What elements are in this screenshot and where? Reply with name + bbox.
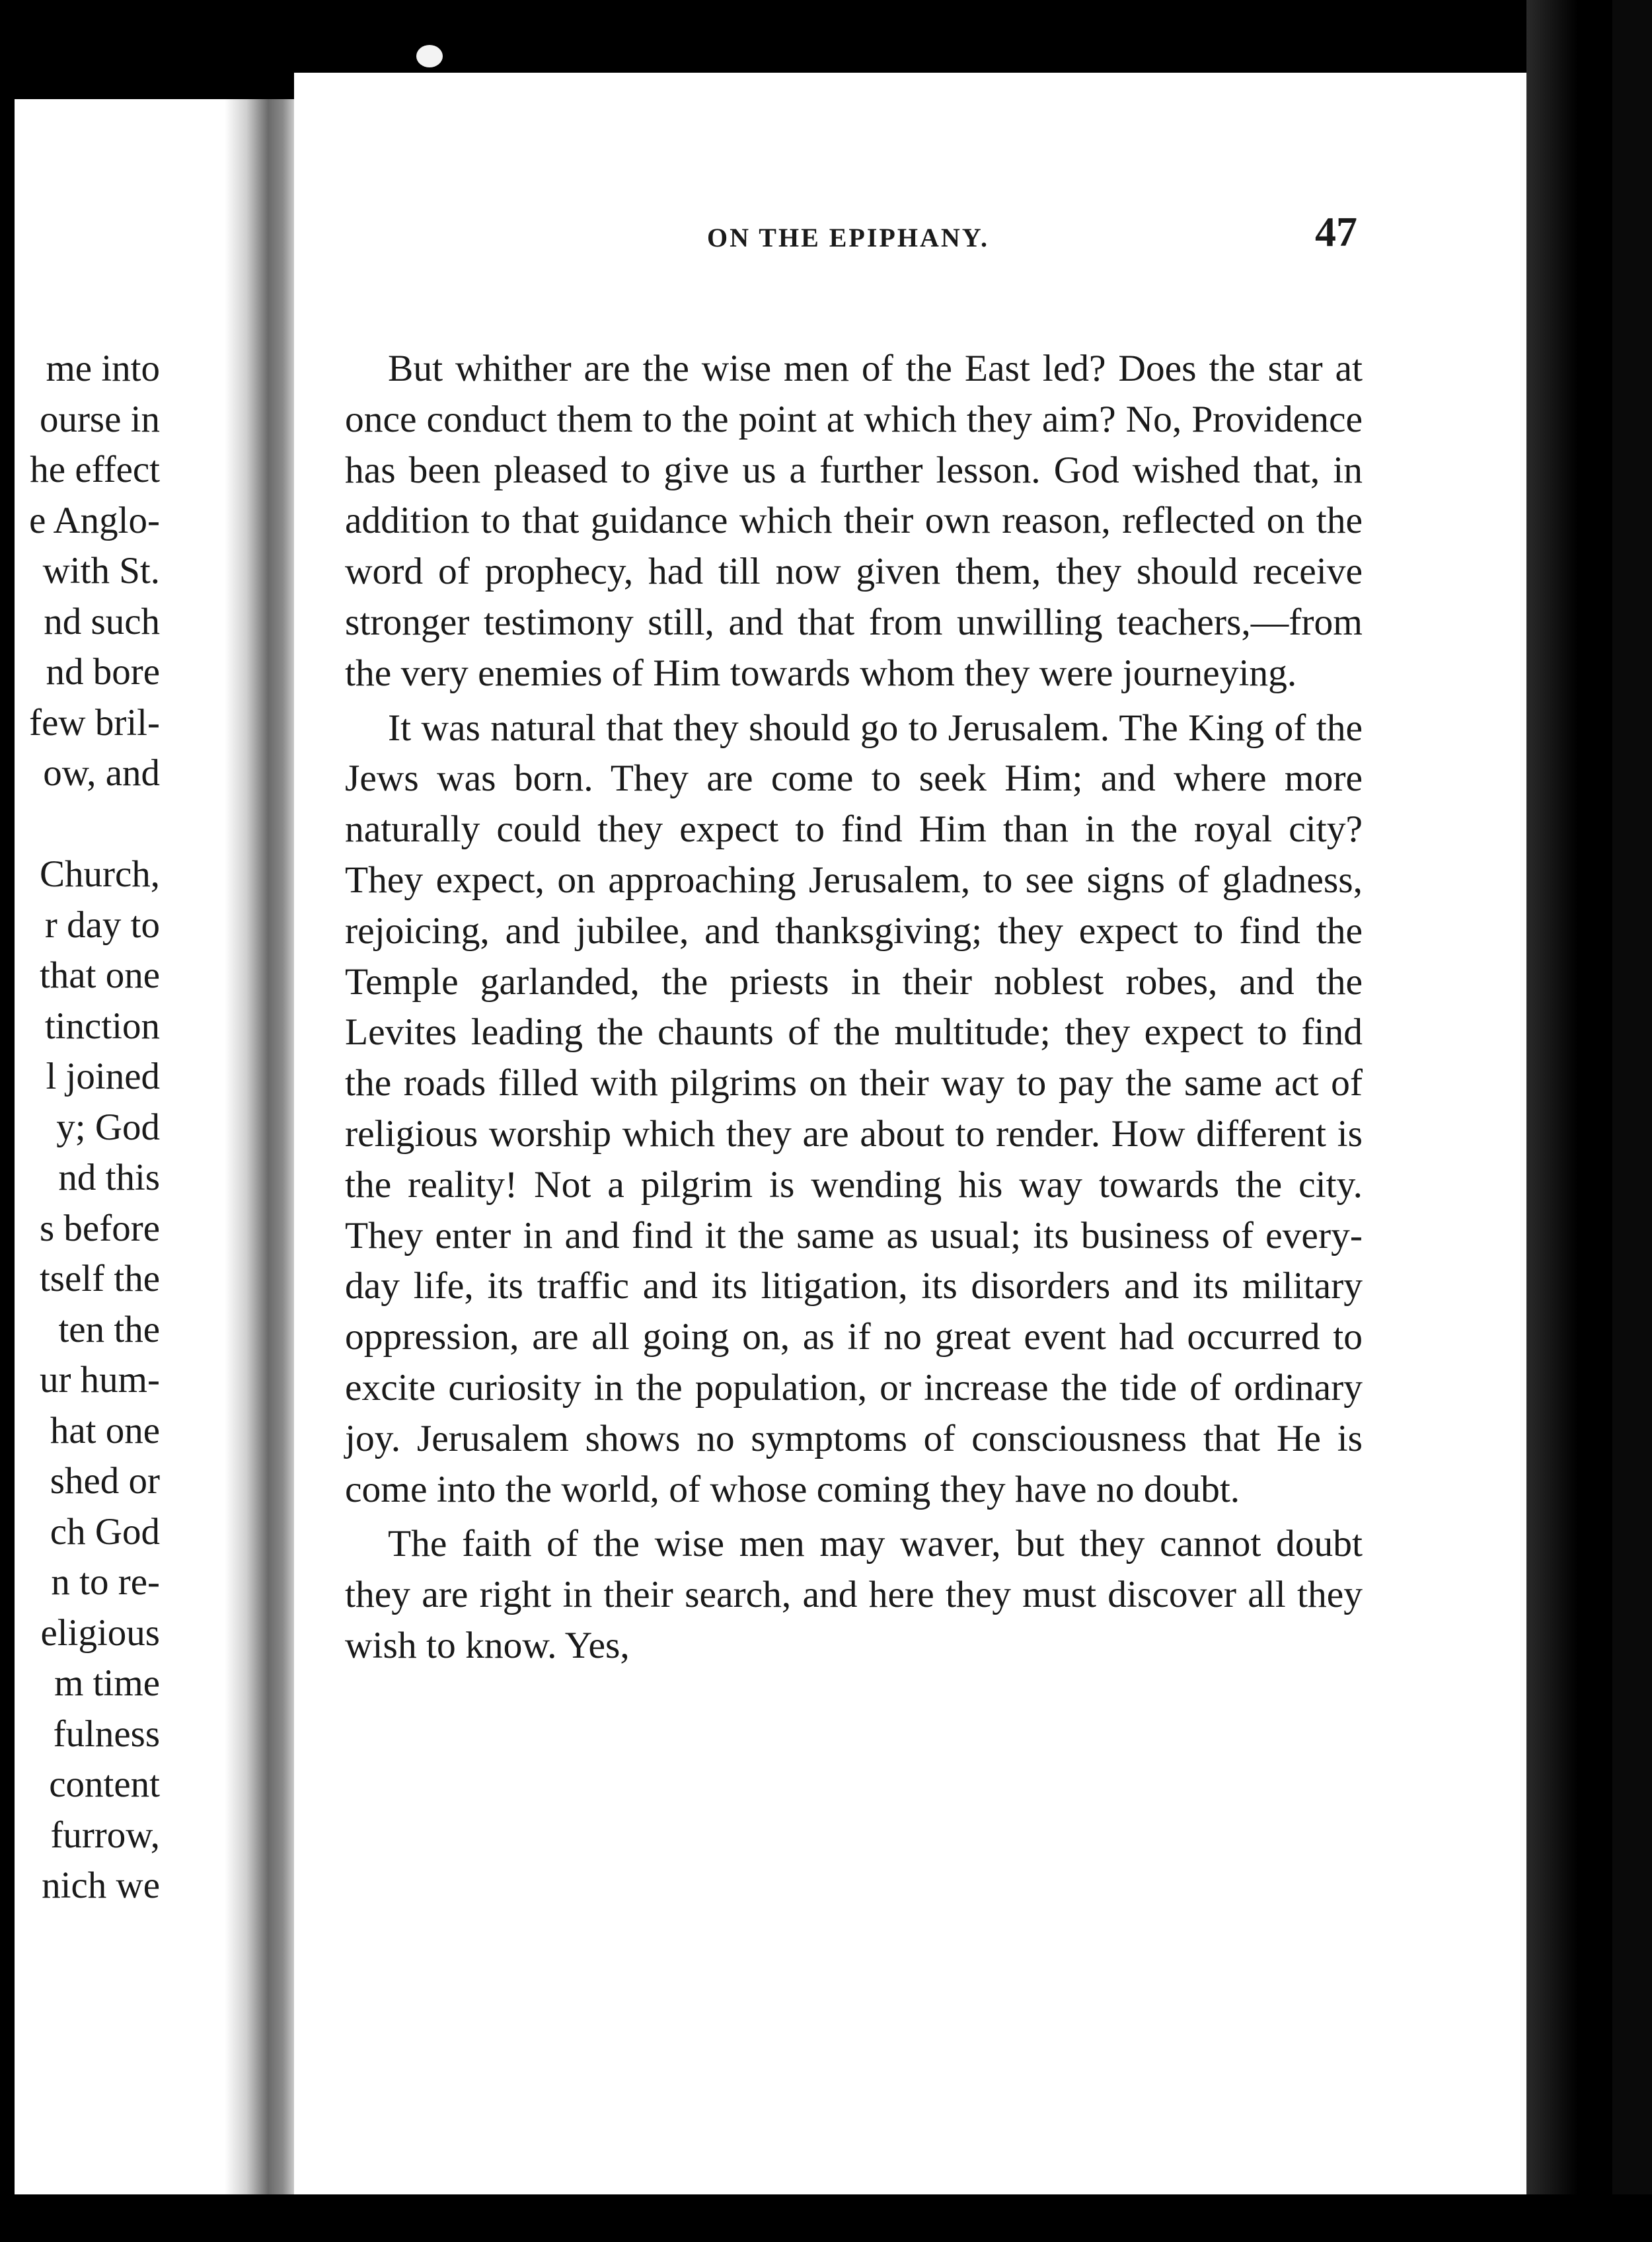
facing-page-line: e Anglo- xyxy=(29,499,160,541)
facing-page-line: n to re- xyxy=(51,1561,160,1603)
facing-page-line: nich we xyxy=(42,1865,160,1906)
facing-page-line: that one xyxy=(39,954,160,996)
facing-page-line: eligious xyxy=(40,1611,160,1654)
facing-page-line: r day to xyxy=(44,904,160,946)
facing-page-line: he effect xyxy=(30,449,160,490)
facing-page-line: l joined xyxy=(46,1056,160,1097)
facing-page-line: ten the xyxy=(58,1308,160,1350)
facing-page-line xyxy=(15,799,160,850)
paragraph: It was natural that they should go to Jerusalem. The King of the Jews was born. They are come to seek Him; and where more naturally could they expect to find Him than in the royal city? They expect, on approaching Jerusalem, to see signs of gladness, rejoicing, and jubilee, and thanksgiving; they expect to find the Temple garlanded, the priests in their noblest robes, and the Levites leading the chaunts of the multitude; they expect to find the roads filled with pilgrims on their way to pay the same act of religious worship which they are about to render. How different is the reality! Not a pilgrim is wending his way towards the city. They enter in and find it the same as usual; its business of every-day life, its traffic and its litigation, its disorders and its military oppression, are all going on, as if no great event had occurred to excite curiosity in the population, or increase the tide of ordinary joy. Jerusalem shows no symptoms of consciousness that He is come into the world, of whose coming they have no doubt. xyxy=(345,707,1363,1510)
facing-page-line: furrow, xyxy=(50,1814,160,1856)
running-title: ON THE EPIPHANY. xyxy=(707,223,989,252)
facing-page-line: ourse in xyxy=(39,398,160,440)
page-number: 47 xyxy=(1315,208,1357,255)
paragraph: The faith of the wise men may waver, but they cannot doubt they are right in their search, and here they must discover all they wish to know. Yes, xyxy=(345,1523,1363,1666)
facing-page-line: Church, xyxy=(39,853,160,895)
facing-page-line: s before xyxy=(40,1207,160,1249)
facing-page-line: y; God xyxy=(56,1106,160,1148)
facing-page-line: ur hum- xyxy=(39,1359,160,1401)
facing-page-line: hat one xyxy=(50,1409,160,1451)
facing-page-line: nd this xyxy=(58,1157,160,1198)
book-gutter xyxy=(225,99,297,2194)
facing-page-line: shed or xyxy=(50,1460,160,1502)
facing-page-line: ow, and xyxy=(43,752,160,794)
facing-page-line: nd such xyxy=(44,600,160,642)
facing-page-line: nd bore xyxy=(46,651,160,693)
scan-border-right xyxy=(1612,0,1652,2242)
scan-border-left xyxy=(0,0,15,2242)
page-body xyxy=(345,344,1363,1676)
facing-page-line: ch God xyxy=(50,1510,160,1553)
facing-page-line: tinction xyxy=(44,1005,160,1047)
facing-page-line: m time xyxy=(54,1662,160,1704)
facing-page-line: few bril- xyxy=(29,701,160,744)
facing-page-line: fulness xyxy=(53,1713,160,1755)
facing-page-fragments xyxy=(15,344,160,1912)
scan-shadow-right xyxy=(1526,0,1612,2242)
scan-border-bottom xyxy=(0,2194,1652,2242)
facing-page-line: tself the xyxy=(39,1258,160,1299)
facing-page-line: me into xyxy=(46,348,160,389)
scan-speck xyxy=(416,45,443,67)
paragraph: But whither are the wise men of the East led? Does the star at once conduct them to the point at which they aim? No, Providence has been pleased to give us a further lesson. God wished that, in addition to that guidance which their own reason, reflected on the word of prophecy, had till now given them, they should receive stronger testimony still, and that from unwilling teachers,—from the very enemies of Him towards whom they were journeying. xyxy=(345,348,1363,694)
facing-page-line: with St. xyxy=(42,550,160,592)
facing-page-line: content xyxy=(49,1763,160,1805)
